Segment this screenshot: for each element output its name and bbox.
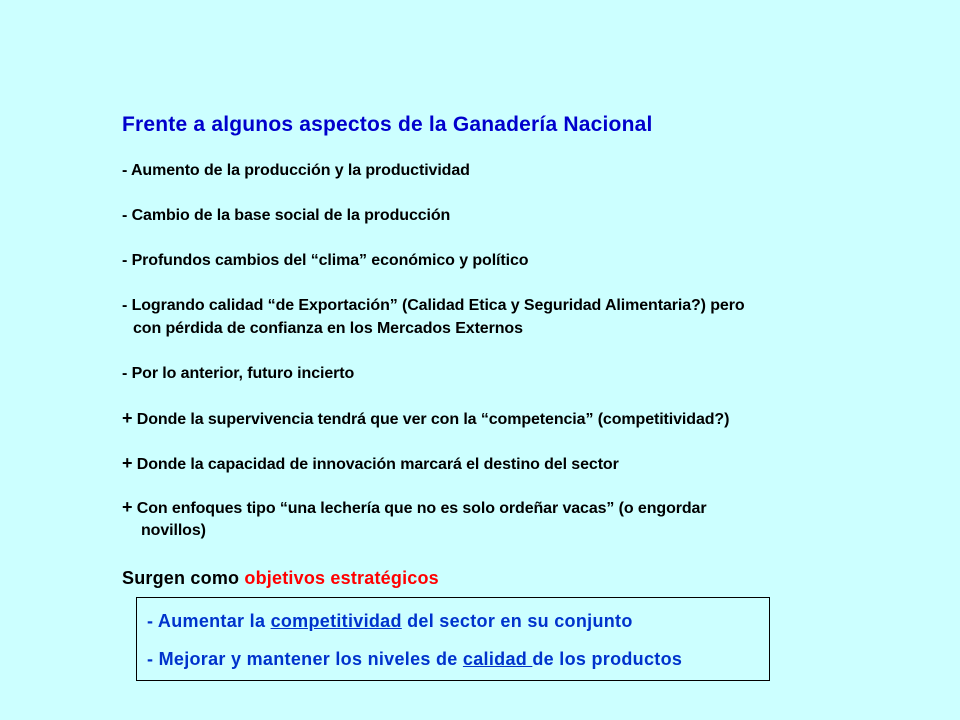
- surgen-heading: [122, 568, 439, 589]
- item-cambio: - Cambio de la base social de la producción: [122, 207, 451, 224]
- item-enfoques-cont: novillos): [141, 522, 206, 539]
- surgen-prefix: Surgen como: [122, 568, 245, 588]
- objective-calidad: [147, 649, 682, 670]
- item-logrando: - Logrando calidad “de Exportación” (Calidad Etica y Seguridad Alimentaria?) pero: [122, 297, 745, 314]
- surgen-highlight: objetivos estratégicos: [244, 568, 439, 588]
- item-aumento: - Aumento de la producción y la productividad: [122, 162, 470, 179]
- objective-2-post: de los productos: [532, 649, 683, 669]
- item-enfoques: [122, 497, 706, 518]
- item-supervivencia-text: Donde la supervivencia tendrá que ver con la “competencia” (competitividad?): [132, 411, 730, 428]
- item-anterior: - Por lo anterior, futuro incierto: [122, 365, 355, 382]
- item-capacidad-text: Donde la capacidad de innovación marcará el destino del sector: [132, 456, 619, 473]
- objective-2-pre: - Mejorar y mantener los niveles de: [147, 649, 463, 669]
- item-enfoques-text: Con enfoques tipo “una lechería que no es solo ordeñar vacas” (o engordar: [132, 500, 707, 517]
- objective-1-post: del sector en su conjunto: [401, 611, 633, 631]
- item-logrando-cont: con pérdida de confianza en los Mercados Externos: [133, 320, 523, 337]
- plus-bullet: +: [122, 453, 133, 473]
- slide-title: Frente a algunos aspectos de la Ganadería Nacional: [122, 113, 653, 136]
- objective-1-underlined: competitividad: [270, 611, 402, 631]
- plus-bullet: +: [122, 408, 133, 428]
- item-capacidad: [122, 453, 619, 474]
- item-profundos: - Profundos cambios del “clima” económico y político: [122, 252, 529, 269]
- objective-competitividad: [147, 611, 633, 632]
- objective-2-underlined: calidad: [462, 649, 533, 669]
- objective-1-pre: - Aumentar la: [147, 611, 271, 631]
- item-supervivencia: [122, 408, 729, 429]
- objectives-box: [136, 597, 770, 681]
- plus-bullet: +: [122, 497, 133, 517]
